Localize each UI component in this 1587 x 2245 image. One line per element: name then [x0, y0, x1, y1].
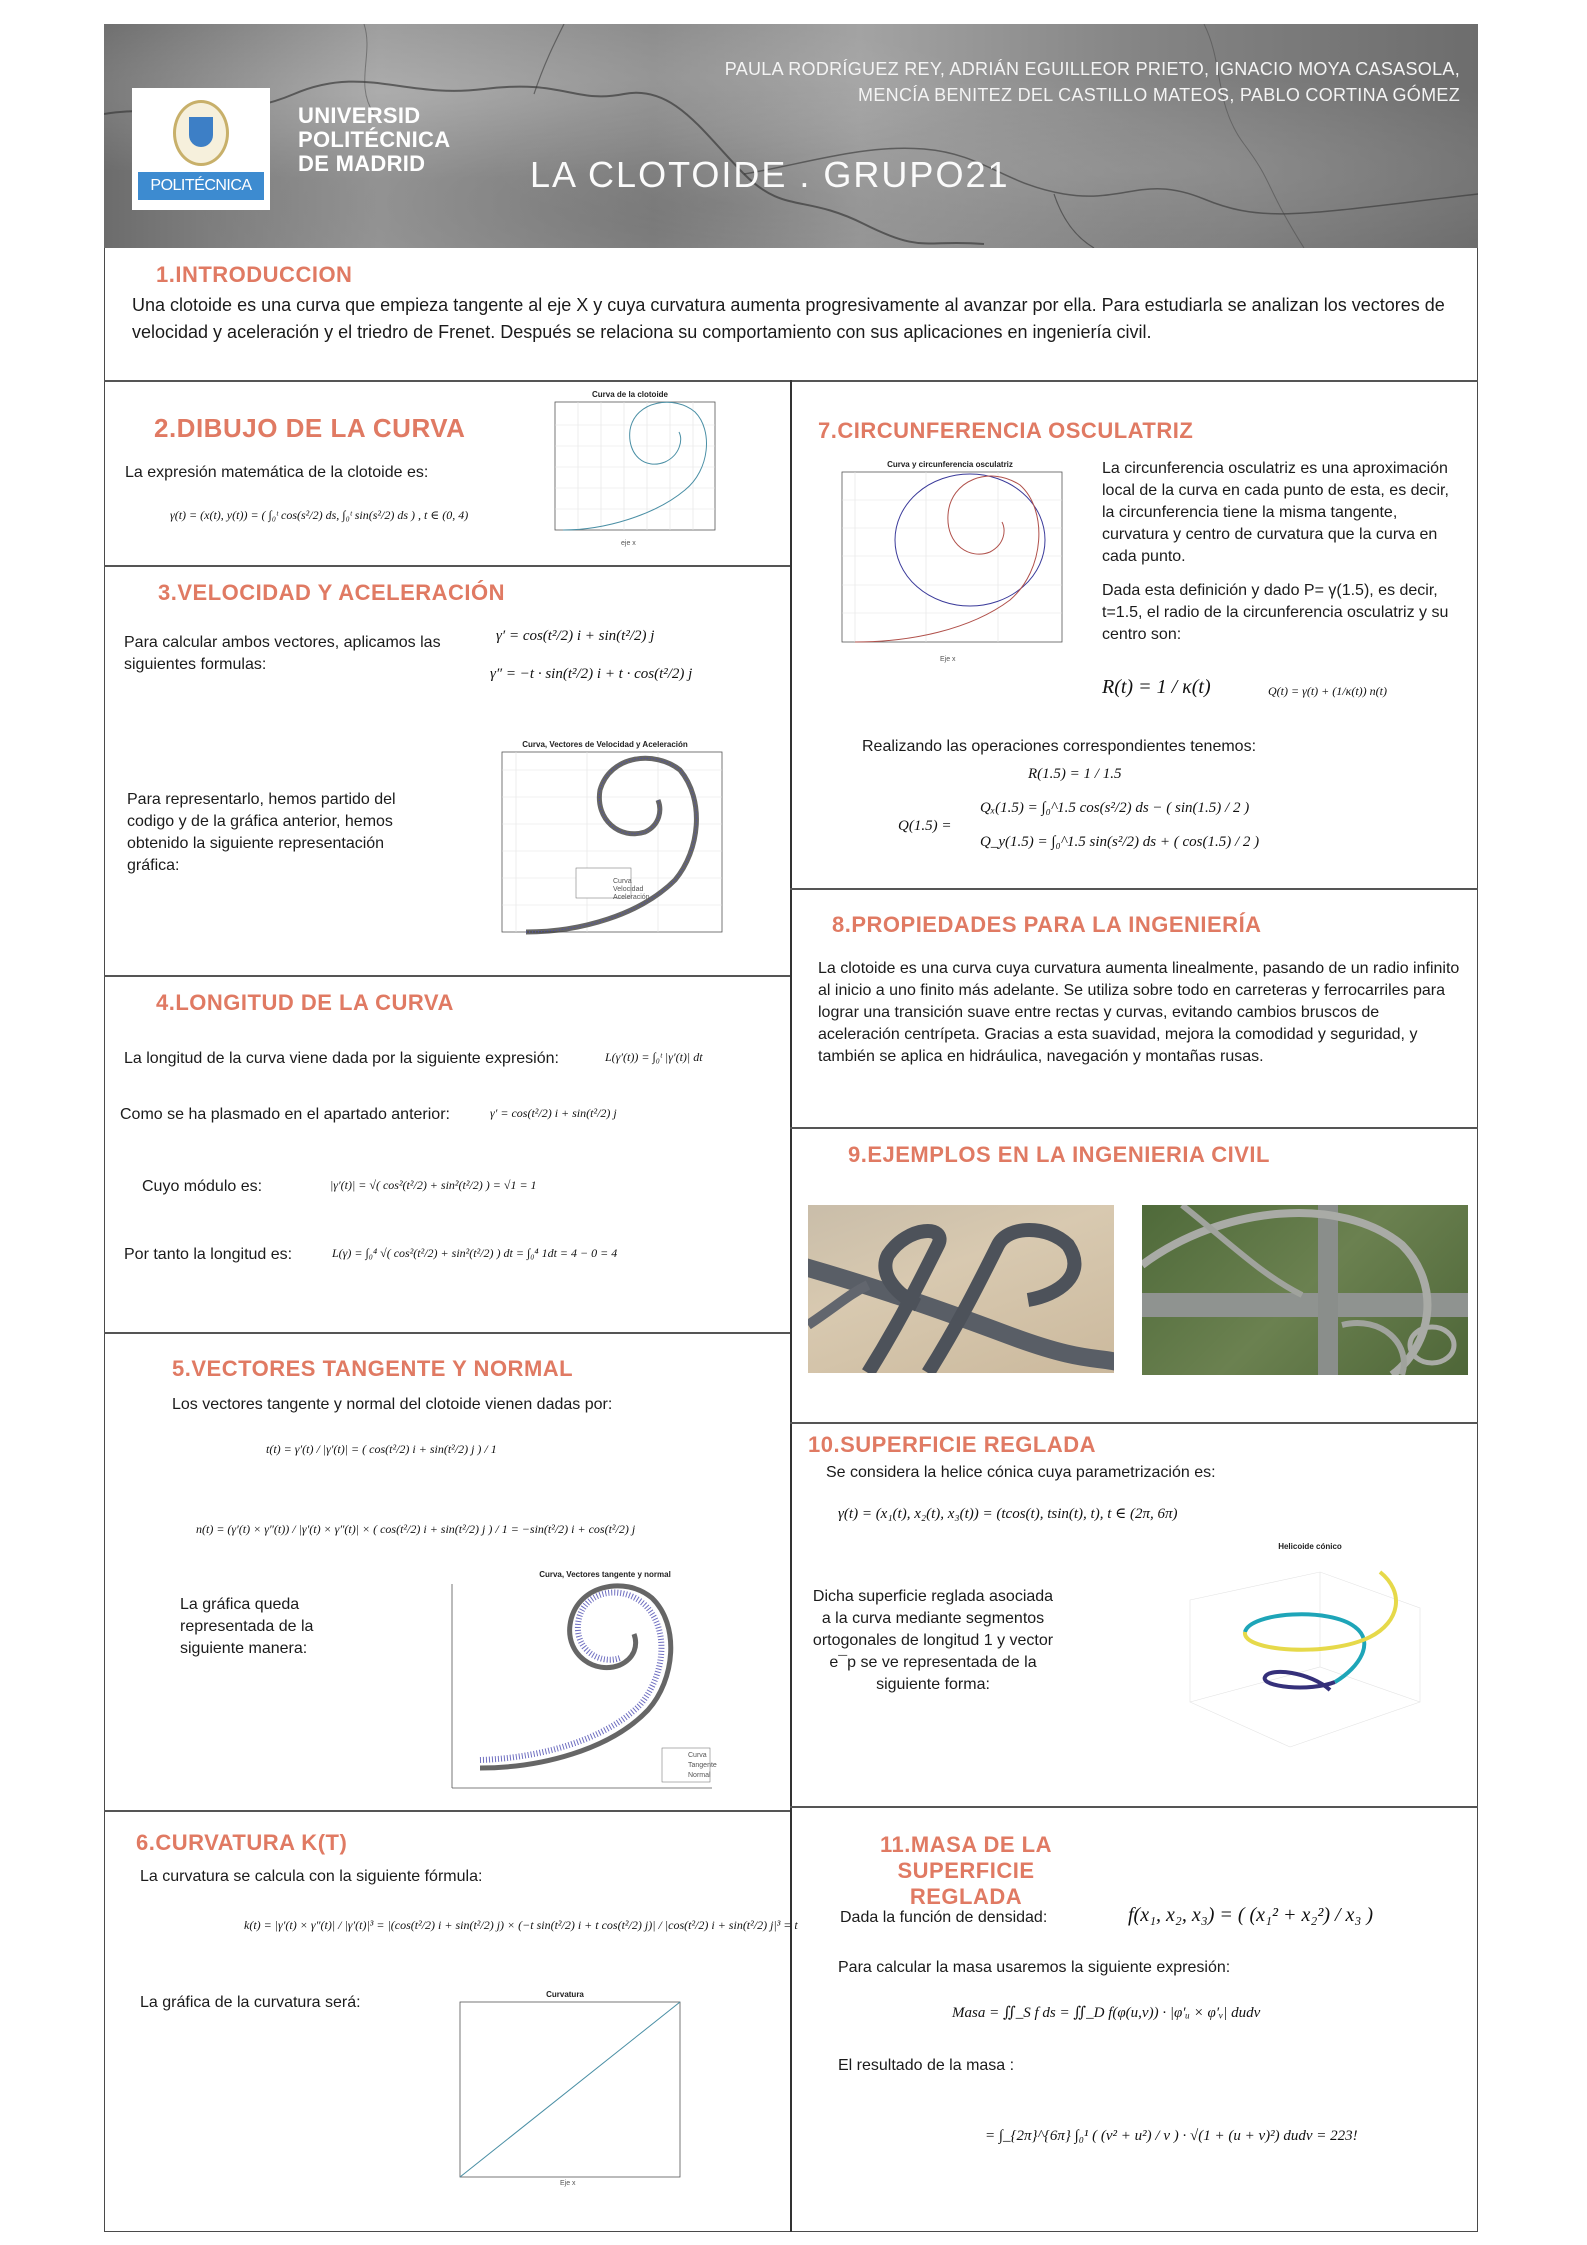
section-7-text-1: La circunferencia osculatriz es una aproximación local de la curva en cada punto de esta, es decir, la circunferencia tiene la misma tangente, curvatura y centro de curvatura que la curva en cada punto.: [1102, 460, 1449, 565]
divider: [104, 1332, 790, 1334]
university-name: UNIVERSID POLITÉCNICA DE MADRID: [298, 103, 451, 176]
section-4-heading: 4.LONGITUD DE LA CURVA: [156, 990, 454, 1015]
normal-formula: n(t) = (γ′(t) × γ″(t)) / |γ′(t) × γ″(t)| × ( cos(t²/2) i + sin(t²/2) j ) / 1 = −sin(t²/2) i + cos(t²/2) j: [196, 1522, 636, 1536]
section-10-heading: 10.SUPERFICIE REGLADA: [808, 1432, 1096, 1457]
gamma-prime-formula: γ′ = cos(t²/2) i + sin(t²/2) j: [490, 1106, 617, 1120]
divider: [790, 1422, 1478, 1424]
section-4-text-3: Cuyo módulo es:: [142, 1178, 263, 1195]
upm-logo: [132, 88, 270, 210]
section-9-heading: 9.EJEMPLOS EN LA INGENIERIA CIVIL: [848, 1142, 1270, 1167]
section-5-text-2: La gráfica queda representada de la siguiente manera:: [180, 1596, 314, 1657]
section-6-text-2: La gráfica de la curvatura será:: [140, 1994, 361, 2011]
center-formula: Q(t) = γ(t) + (1/κ(t)) n(t): [1268, 684, 1387, 698]
section-4-text-1: La longitud de la curva viene dada por la siguiente expresión:: [124, 1050, 559, 1067]
clothoid-plot: Curva de la clotoide eje x: [535, 390, 725, 550]
section-5-heading: 5.VECTORES TANGENTE Y NORMAL: [172, 1356, 574, 1381]
curvature-plot: Curvatura Eje x: [440, 1990, 690, 2190]
helix-formula: γ(t) = (x₁(t), x₂(t), x₃(t)) = (tcos(t), tsin(t), t), t ∈ (2π, 6π): [838, 1506, 1178, 1522]
poster-title: LA CLOTOIDE . GRUPO21: [530, 154, 1010, 195]
section-7-text-3: Realizando las operaciones correspondientes tenemos:: [862, 738, 1257, 755]
section-7-heading: 7.CIRCUNFERENCIA OSCULATRIZ: [818, 418, 1194, 443]
section-11-text-3: El resultado de la masa :: [838, 2057, 1015, 2074]
mass-result-formula: = ∫_{2π}^{6π} ∫₀¹ ( (v² + u²) / v ) · √(1 + (u + v)²) dudv = 223!: [985, 2128, 1358, 2144]
section-1-body: Una clotoide es una curva que empieza tangente al eje X y cuya curvatura aumenta progresivamente al avanzar por ella. Para estudiarla se analizan los vectores de velocidad y aceleración y el triedro de Frenet. Después se relaciona su comportamiento con sus aplicaciones en ingeniería civil.: [132, 295, 1445, 342]
total-length-formula: L(γ) = ∫₀⁴ √( cos²(t²/2) + sin²(t²/2) ) dt = ∫₀⁴ 1dt = 4 − 0 = 4: [332, 1246, 618, 1260]
section-2-heading: 2.DIBUJO DE LA CURVA: [154, 413, 466, 443]
velocity-formula: γ′ = cos(t²/2) i + sin(t²/2) j: [496, 628, 655, 644]
section-3-text-2: Para representarlo, hemos partido del codigo y de la gráfica anterior, hemos obtenido la siguiente representación gráfica:: [127, 791, 396, 874]
university-seal-icon: [173, 100, 229, 166]
section-8-heading: 8.PROPIEDADES PARA LA INGENIERÍA: [832, 912, 1262, 937]
interchange-photo-2: [1142, 1205, 1468, 1375]
velocity-acceleration-plot: Curva, Vectores de Velocidad y Aceleración Curva Velocidad Aceleración: [470, 740, 740, 955]
logo-band: POLITÉCNICA: [138, 172, 264, 200]
modulus-formula: |γ′(t)| = √( cos²(t²/2) + sin²(t²/2) ) = √1 = 1: [330, 1178, 537, 1192]
section-6-text-1: La curvatura se calcula con la siguiente fórmula:: [140, 1868, 483, 1885]
tangent-normal-plot: Curva, Vectores tangente y normal Curva Tangente Normal: [430, 1570, 720, 1805]
mass-integral-formula: Masa = ∬_S f ds = ∬_D f(φ(u,v)) · |φ′ᵤ × φ′ᵥ| dudv: [952, 2005, 1261, 2021]
radius-formula: R(t) = 1 / κ(t): [1102, 676, 1211, 698]
section-3-text-1: Para calcular ambos vectores, aplicamos las siguientes formulas:: [124, 634, 441, 673]
radius-value-formula: R(1.5) = 1 / 1.5: [1028, 766, 1122, 782]
section-8-body: La clotoide es una curva cuya curvatura aumenta linealmente, pasando de un radio infinito al inicio a uno finito más adelante. Se utiliza sobre todo en carreteras y ferrocarriles para lograr una transición suave entre rectas y curvas, evitando cambios bruscos de aceleración centrípeta. Gracias a esta suavidad, mejora la comodidad y seguridad, y también se aplica en hidráulica, navegación y montañas rusas.: [818, 960, 1460, 1065]
divider: [104, 975, 790, 977]
column-divider: [790, 380, 792, 2232]
section-4-text-4: Por tanto la longitud es:: [124, 1246, 293, 1263]
conic-helix-plot: Helicoide cónico: [1160, 1542, 1460, 1762]
section-11-heading: 11.MASA DE LA SUPERFICIE REGLADA: [880, 1832, 1052, 1909]
qy-formula: Q_y(1.5) = ∫₀^1.5 sin(s²/2) ds + ( cos(1.5) / 2 ): [980, 834, 1260, 850]
divider: [790, 1806, 1478, 1808]
curvature-formula: k(t) = |γ′(t) × γ″(t)| / |γ′(t)|³ = |(cos(t²/2) i + sin(t²/2) j) × (−t sin(t²/2) i + t cos(t²/2) j)| / |cos(t²/2) i + sin(t²/2) j|³ = t: [244, 1918, 798, 1932]
section-5-text-1: Los vectores tangente y normal del clotoide vienen dadas por:: [172, 1396, 613, 1413]
tangent-formula: t(t) = γ′(t) / |γ′(t)| = ( cos(t²/2) i + sin(t²/2) j ) / 1: [266, 1442, 497, 1456]
section-6-heading: 6.CURVATURA K(T): [136, 1830, 348, 1855]
section-2-text: La expresión matemática de la clotoide es:: [125, 464, 429, 481]
divider: [104, 565, 790, 567]
section-1-heading: 1.INTRODUCCION: [156, 262, 353, 287]
divider: [790, 888, 1478, 890]
section-10-text-1: Se considera la helice cónica cuya parametrización es:: [826, 1464, 1216, 1481]
section-4-text-2: Como se ha plasmado en el apartado anterior:: [120, 1106, 450, 1123]
poster-header: [104, 24, 1478, 248]
section-10-text-2: Dicha superficie reglada asociada a la curva mediante segmentos ortogonales de longitud 1 y vector e¯p se ve representada de la siguiente forma:: [812, 1588, 1054, 1693]
density-formula: f(x₁, x₂, x₃) = ( (x₁² + x₂²) / x₃ ): [1128, 1904, 1374, 1926]
interchange-photo-1: [808, 1205, 1114, 1373]
q-label: Q(1.5) =: [898, 818, 952, 834]
section-3-heading: 3.VELOCIDAD Y ACELERACIÓN: [158, 580, 506, 605]
osculating-circle-plot: Curva y circunferencia osculatriz Eje x: [820, 460, 1080, 670]
acceleration-formula: γ″ = −t · sin(t²/2) i + t · cos(t²/2) j: [490, 666, 693, 682]
authors: PAULA RODRÍGUEZ REY, ADRIÁN EGUILLEOR PRIETO, IGNACIO MOYA CASASOLA, MENCÍA BENITEZ DEL CASTILLO MATEOS, PABLO CORTINA GÓMEZ: [724, 59, 1460, 105]
length-formula: L(γ′(t)) = ∫₀ᵗ |γ′(t)| dt: [605, 1050, 703, 1064]
section-11-text-2: Para calcular la masa usaremos la siguiente expresión:: [838, 1959, 1231, 1976]
clothoid-formula: γ(t) = (x(t), y(t)) = ( ∫₀ᵗ cos(s²/2) ds, ∫₀ᵗ sin(s²/2) ds ) , t ∈ (0, 4): [170, 508, 469, 522]
divider: [790, 1127, 1478, 1129]
section-7-text-2: Dada esta definición y dado P= γ(1.5), es decir, t=1.5, el radio de la circunferencia osculatriz y su centro son:: [1102, 582, 1449, 643]
section-11-text-1: Dada la función de densidad:: [840, 1909, 1048, 1926]
qx-formula: Qₓ(1.5) = ∫₀^1.5 cos(s²/2) ds − ( sin(1.5) / 2 ): [980, 800, 1250, 816]
divider: [104, 1810, 790, 1812]
